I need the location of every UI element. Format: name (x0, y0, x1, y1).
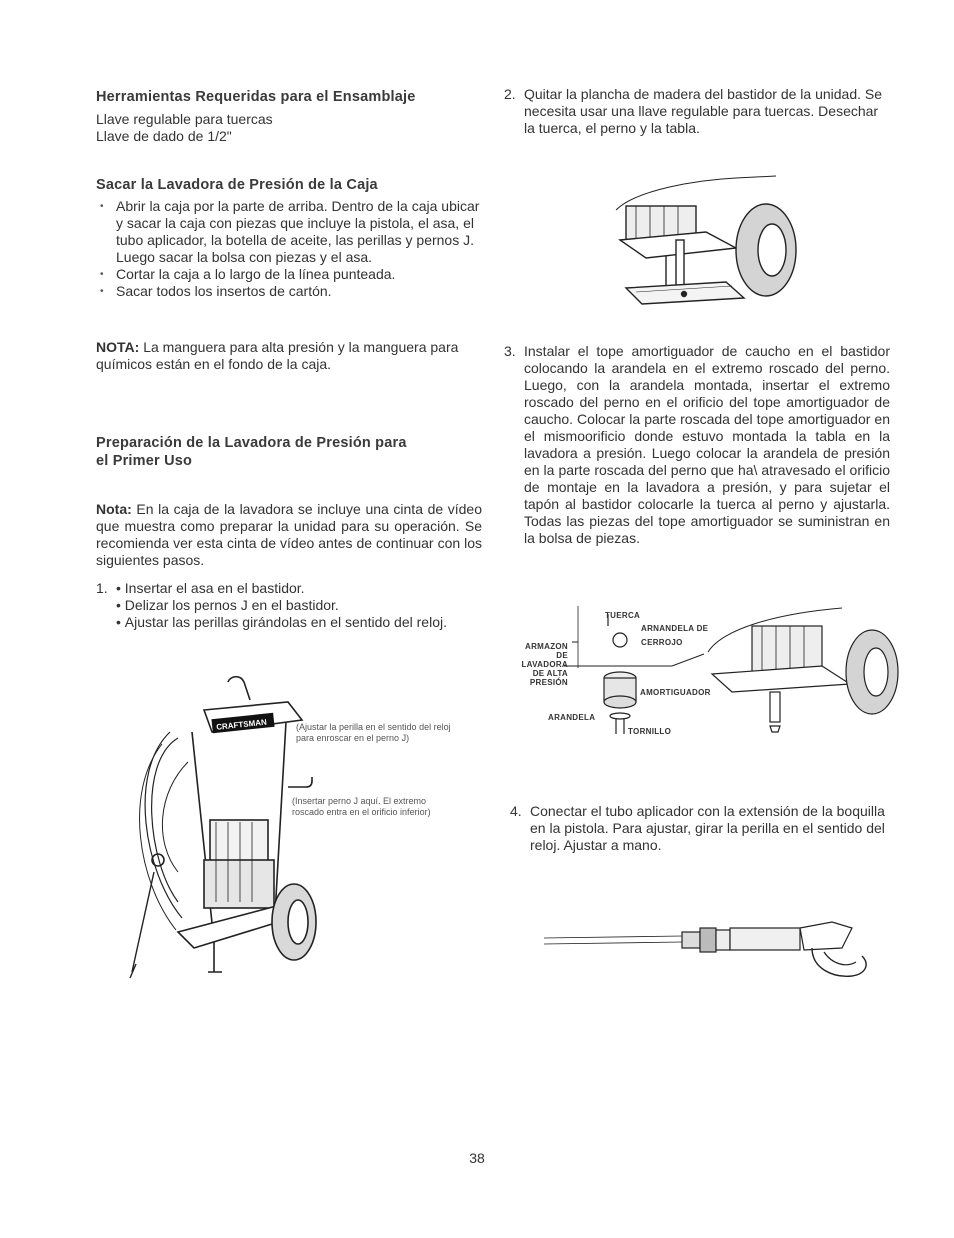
step-4 (510, 803, 896, 854)
note-video-label: Nota: (96, 501, 132, 517)
step-3 (504, 343, 890, 547)
bumper-assembly-illustration (512, 600, 912, 760)
step-4-number: 4. (510, 803, 522, 819)
step-1-item (96, 597, 486, 614)
tools-item: Llave regulable para tuercas (96, 111, 273, 127)
unpack-list (96, 198, 480, 300)
brand-label: CRAFTSMAN (215, 717, 268, 732)
label-tornillo: TORNILLO (628, 727, 672, 736)
note-video-text: En la caja de la lavadora se incluye una cinta de vídeo que muestra como preparar la unidad para su operación. Se recomienda ver esta cinta de vídeo antes de continuar con los siguientes pasos. (96, 501, 483, 568)
step-2-text: Quitar la plancha de madera del bastidor de la unidad. Se necesita usar una llave regulable para tuercas. Desechar la tuerca, el perno y la tabla. (524, 86, 883, 136)
step-1-number: 1. (96, 580, 108, 596)
label-arandela: ARANDELA (548, 713, 596, 722)
note-text: La manguera para alta presión y la manguera para químicos están en el fondo de la caja. (96, 339, 459, 372)
unpack-bullet: • Abrir la caja por la parte de arriba. Dentro de la caja ubicar y sacar la caja con piezas que incluye la pistola, el asa, el tubo aplicador, la botella de aceite, las perillas y pernos J. Luego sacar la bolsa con piezas y el asa. (96, 198, 480, 266)
unpack-bullet: • Cortar la caja a lo largo de la línea punteada. (96, 266, 480, 283)
pressure-washer-illustration (118, 672, 298, 992)
step-1-item (96, 580, 486, 597)
fig1-callout-bolt: (Insertar perno J aquí. El extremo roscado entra en el orificio inferior) (292, 796, 431, 817)
prep-heading (96, 434, 486, 470)
label-amortiguador: AMORTIGUADOR (640, 688, 711, 697)
step-3-item (504, 343, 890, 547)
tools-item: Llave de dado de 1/2" (96, 128, 232, 144)
step-1-text: Ajustar las perillas girándolas en el sentido del reloj. (124, 614, 447, 630)
step-1-bullet-mark: • (116, 580, 125, 596)
unpack-bullet: • Sacar todos los insertos de cartón. (96, 283, 480, 300)
prep-heading-line1: Preparación de la Lavadora de Presión para (96, 435, 407, 451)
step-2 (504, 86, 890, 137)
step-1-item (96, 614, 486, 631)
note-video (96, 501, 482, 569)
label-armazon-line: PRESIÓN (529, 678, 568, 687)
step-2-item (504, 86, 890, 137)
step-3-text: Instalar el tope amortiguador de caucho en el bastidor colocando la arandela en el extremo roscado del perno. Luego, con la arandela montada, insertar el extremo roscado del perno en el orificio del tope amortiguador de caucho. Colocar la parte roscada del tope amortiguador en el mismoorificio donde estuvo montada la tabla en la lavadora a presión. Luego colocar la arandela de presión en la parte roscada del perno que ha\ atravesado el orificio de montaje en la lavadora a presión, y para sujetar el tapón al bastidor colocarle la tuerca al perno y ajustarla. Todas las piezas del tope amortiguador se suministran en la bolsa de piezas. (524, 343, 890, 546)
step-3-number: 3. (504, 343, 516, 359)
note-label: NOTA: (96, 339, 140, 355)
step-1 (96, 580, 486, 631)
fig1-callout-knob: (Ajustar la perilla en el sentido del reloj para enroscar en el perno J) (296, 722, 451, 743)
tools-heading: Herramientas Requeridas para el Ensamblaje (96, 89, 416, 105)
label-arandela-de: ARNANDELA DE (641, 624, 709, 633)
label-cerrojo: CERROJO (641, 638, 683, 647)
step-1-bullet-mark: • (116, 597, 125, 613)
unpack-heading: Sacar la Lavadora de Presión de la Caja (96, 177, 378, 193)
wood-plank-illustration (606, 170, 836, 320)
tools-list (96, 111, 476, 145)
label-armazon-line: ARMAZON (525, 642, 568, 651)
step-1-text: Delizar los pernos J en el bastidor. (124, 597, 339, 613)
spray-wand-illustration (542, 918, 872, 988)
note-hoses (96, 339, 480, 373)
step-1-bullet-mark: • (116, 614, 125, 630)
step-1-text: Insertar el asa en el bastidor. (124, 580, 305, 596)
step-4-text: Conectar el tubo aplicador con la extensión de la boquilla en la pistola. Para ajustar, girar la perilla en el sentido del reloj. Ajustar a mano. (530, 803, 885, 853)
step-4-item (510, 803, 896, 854)
prep-heading-line2: el Primer Uso (96, 453, 193, 469)
j-bolt-icon (286, 775, 316, 795)
label-armazon-line: DE ALTA (532, 669, 568, 678)
page-number: 38 (469, 1150, 485, 1166)
step-2-number: 2. (504, 86, 516, 102)
label-armazon-line: DE LAVADORA (521, 651, 568, 669)
label-tuerca: TUERCA (605, 611, 641, 620)
label-armazon (520, 642, 568, 687)
